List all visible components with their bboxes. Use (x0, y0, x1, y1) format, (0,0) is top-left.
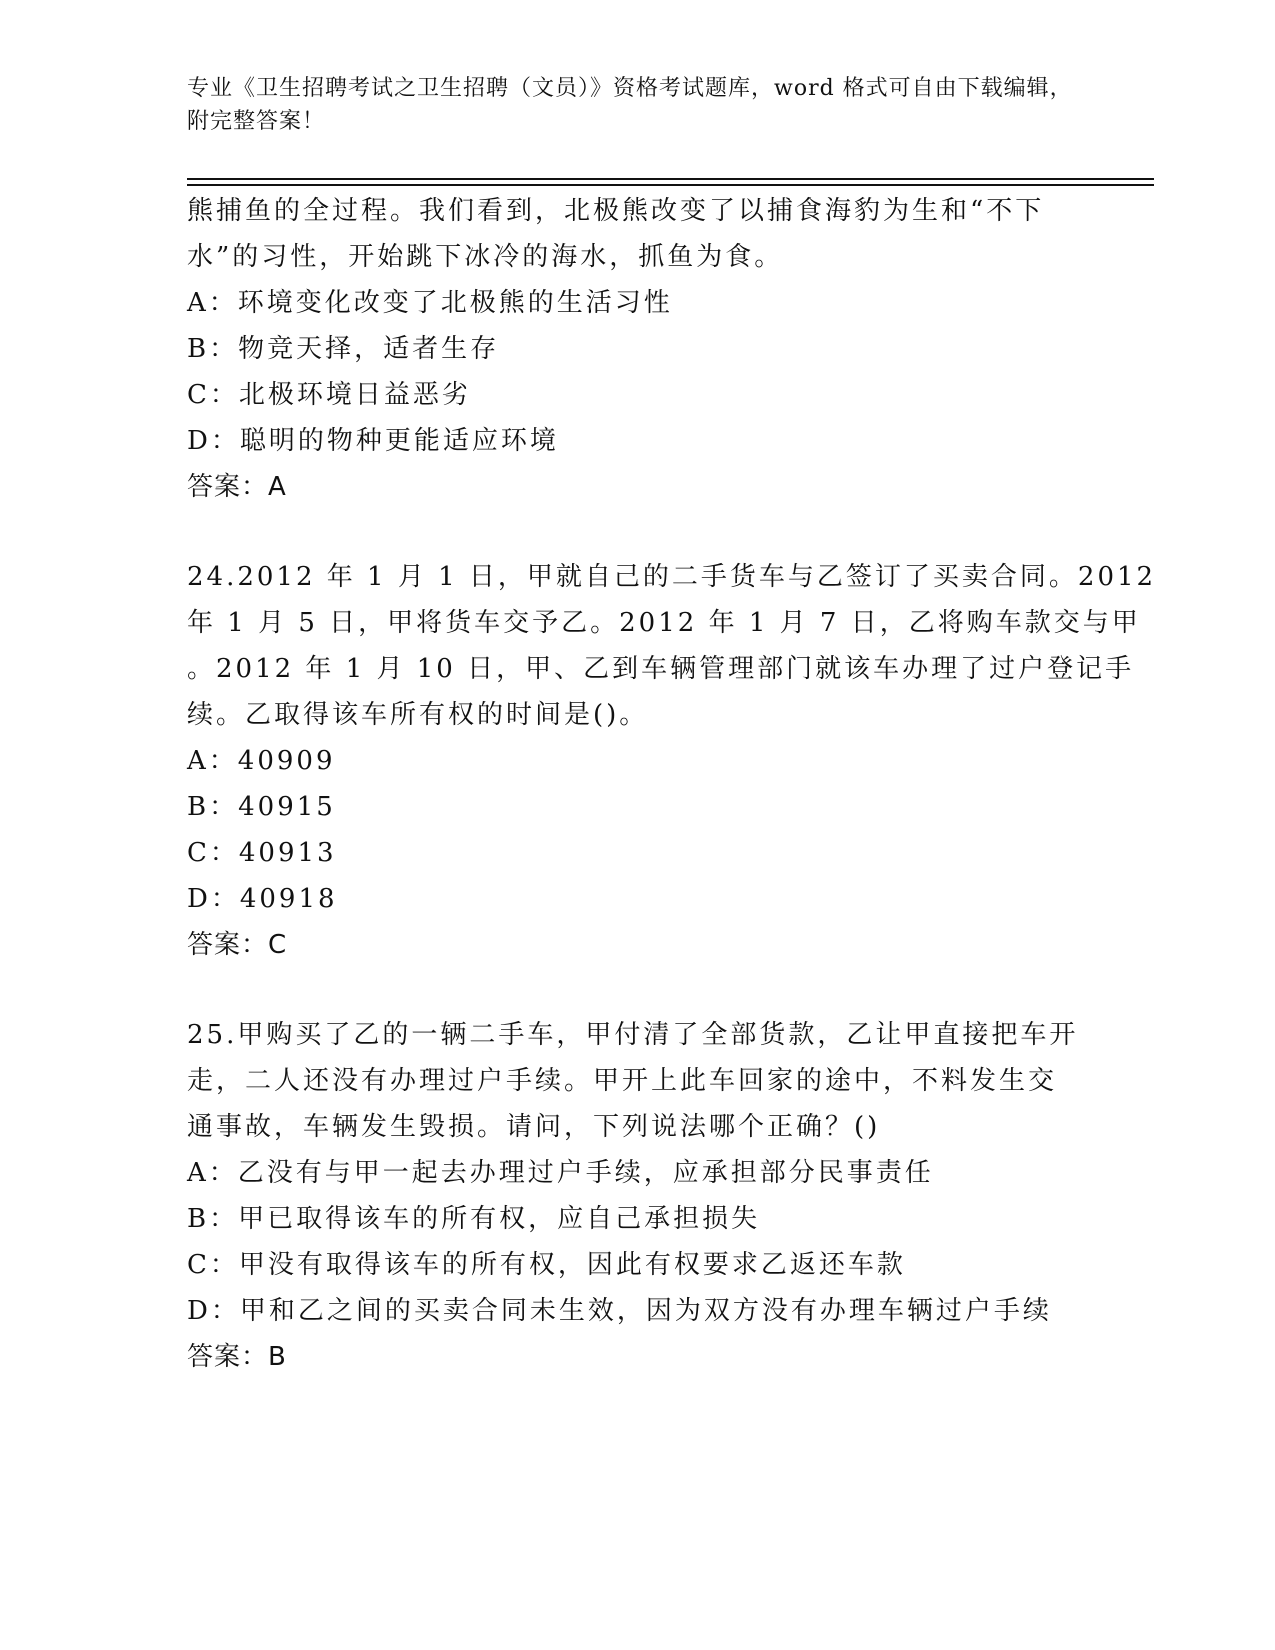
option-d: D：聪明的物种更能适应环境 (187, 426, 559, 456)
header-divider-top (187, 178, 1154, 180)
question-23 (187, 188, 1087, 510)
question-stem-line: 通事故，车辆发生毁损。请问，下列说法哪个正确？() (187, 1112, 881, 1142)
question-stem-line: 走，二人还没有办理过户手续。甲开上此车回家的途中，不料发生交 (187, 1066, 1058, 1096)
question-stem-line: 水”的习性，开始跳下冰冷的海水，抓鱼为食。 (187, 242, 784, 272)
question-stem-line: 年 1 月 5 日，甲将货车交予乙。2012 年 1 月 7 日，乙将购车款交与甲 (187, 608, 1141, 638)
answer-line: 答案：C (187, 930, 288, 960)
option-a: A：乙没有与甲一起去办理过户手续，应承担部分民事责任 (187, 1158, 934, 1188)
question-stem-line: 24.2012 年 1 月 1 日，甲就自己的二手货车与乙签订了买卖合同。2012 (187, 562, 1157, 592)
question-25 (187, 1012, 1087, 1380)
option-c: C：甲没有取得该车的所有权，因此有权要求乙返还车款 (187, 1250, 906, 1280)
answer-line: 答案：B (187, 1342, 287, 1372)
question-spacer (187, 968, 1087, 1012)
option-c: C：40913 (187, 838, 337, 868)
page-header: 专业《卫生招聘考试之卫生招聘（文员）》资格考试题库，word 格式可自由下载编辑，附完整答案！ (187, 76, 1073, 134)
option-d: D：甲和乙之间的买卖合同未生效，因为双方没有办理车辆过户手续 (187, 1296, 1052, 1326)
question-stem-line: 熊捕鱼的全过程。我们看到，北极熊改变了以捕食海豹为生和“不下 (187, 196, 1045, 226)
question-stem-line: 25.甲购买了乙的一辆二手车，甲付清了全部货款，乙让甲直接把车开 (187, 1020, 1079, 1050)
option-a: A：40909 (187, 746, 336, 776)
question-24 (187, 554, 1157, 968)
question-stem-line: 续。乙取得该车所有权的时间是()。 (187, 700, 649, 730)
question-list (187, 188, 1157, 1380)
answer-line: 答案：A (187, 472, 287, 502)
question-stem-line: 。2012 年 1 月 10 日，甲、乙到车辆管理部门就该车办理了过户登记手 (187, 654, 1135, 684)
option-b: B：40915 (187, 792, 336, 822)
option-d: D：40918 (187, 884, 338, 914)
question-spacer (187, 510, 1087, 554)
option-c: C：北极环境日益恶劣 (187, 380, 471, 410)
option-b: B：物竞天择，适者生存 (187, 334, 500, 364)
option-b: B：甲已取得该车的所有权，应自己承担损失 (187, 1204, 761, 1234)
header-divider-bottom (187, 184, 1154, 186)
option-a: A：环境变化改变了北极熊的生活习性 (187, 288, 673, 318)
